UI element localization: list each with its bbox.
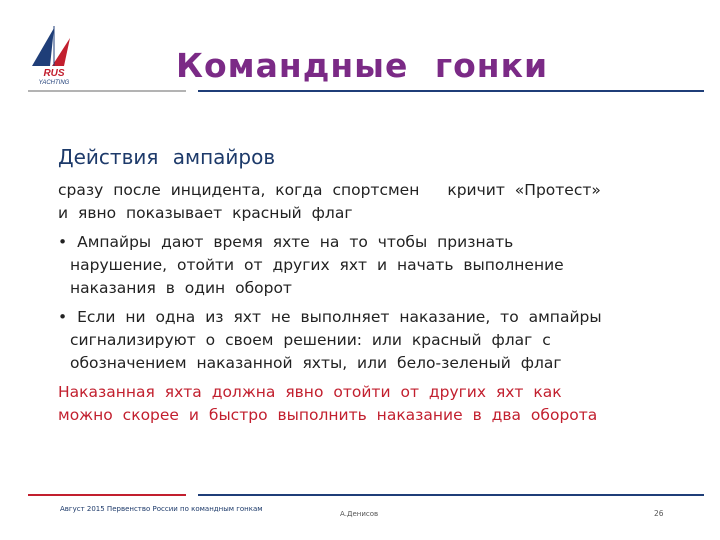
intro-line-1-left: сразу после инцидента, когда спортсмен bbox=[58, 181, 420, 199]
logo-sub-text: YACHTING bbox=[38, 80, 70, 86]
bullet-2-text-1: Если ни одна из яхт не выполняет наказание, то ампайры bbox=[77, 308, 602, 326]
bullet-1-line-3: наказания в один оборот bbox=[70, 279, 292, 297]
section-heading: Действия ампайров bbox=[58, 145, 276, 169]
body-text bbox=[58, 179, 698, 427]
footer-divider-left bbox=[28, 494, 186, 496]
page-number: 26 bbox=[654, 509, 664, 518]
bullet-1-line-1 bbox=[58, 231, 698, 254]
logo-sail-navy bbox=[32, 28, 54, 66]
bullet-2-line-1 bbox=[58, 306, 698, 329]
header-divider-left bbox=[28, 90, 186, 92]
conclusion-line-1: Наказанная яхта должна явно отойти от других яхт как bbox=[58, 383, 562, 401]
bullet-1-line-2: нарушение, отойти от других яхт и начать выполнение bbox=[70, 256, 564, 274]
conclusion-line-2: можно скорее и быстро выполнить наказание в два оборота bbox=[58, 406, 598, 424]
bullet-2-line-3: обозначением наказанной яхты, или бело-зеленый флаг bbox=[70, 354, 562, 372]
bullet-1-marker: • bbox=[58, 233, 68, 251]
bullet-2-line-2: сигнализируют о своем решении: или красный флаг с bbox=[70, 331, 551, 349]
header-divider-right bbox=[198, 90, 704, 92]
rus-yachting-logo bbox=[24, 20, 84, 90]
footer-author: А.Денисов bbox=[340, 510, 379, 518]
bullet-2-marker: • bbox=[58, 308, 68, 326]
bullet-1-text-1: Ампайры дают время яхте на то чтобы признать bbox=[77, 233, 514, 251]
footer-divider-right bbox=[198, 494, 704, 496]
intro-line-2: и явно показывает красный флаг bbox=[58, 204, 353, 222]
slide-title: Командные гонки bbox=[176, 46, 549, 85]
footer-event-text: Август 2015 Первенство России по командным гонкам bbox=[60, 505, 263, 513]
logo-sail-red bbox=[52, 38, 70, 66]
logo-brand-text: RUS bbox=[43, 68, 65, 79]
intro-line-1-right: кричит «Протест» bbox=[447, 181, 601, 199]
intro-line-1 bbox=[58, 179, 698, 202]
